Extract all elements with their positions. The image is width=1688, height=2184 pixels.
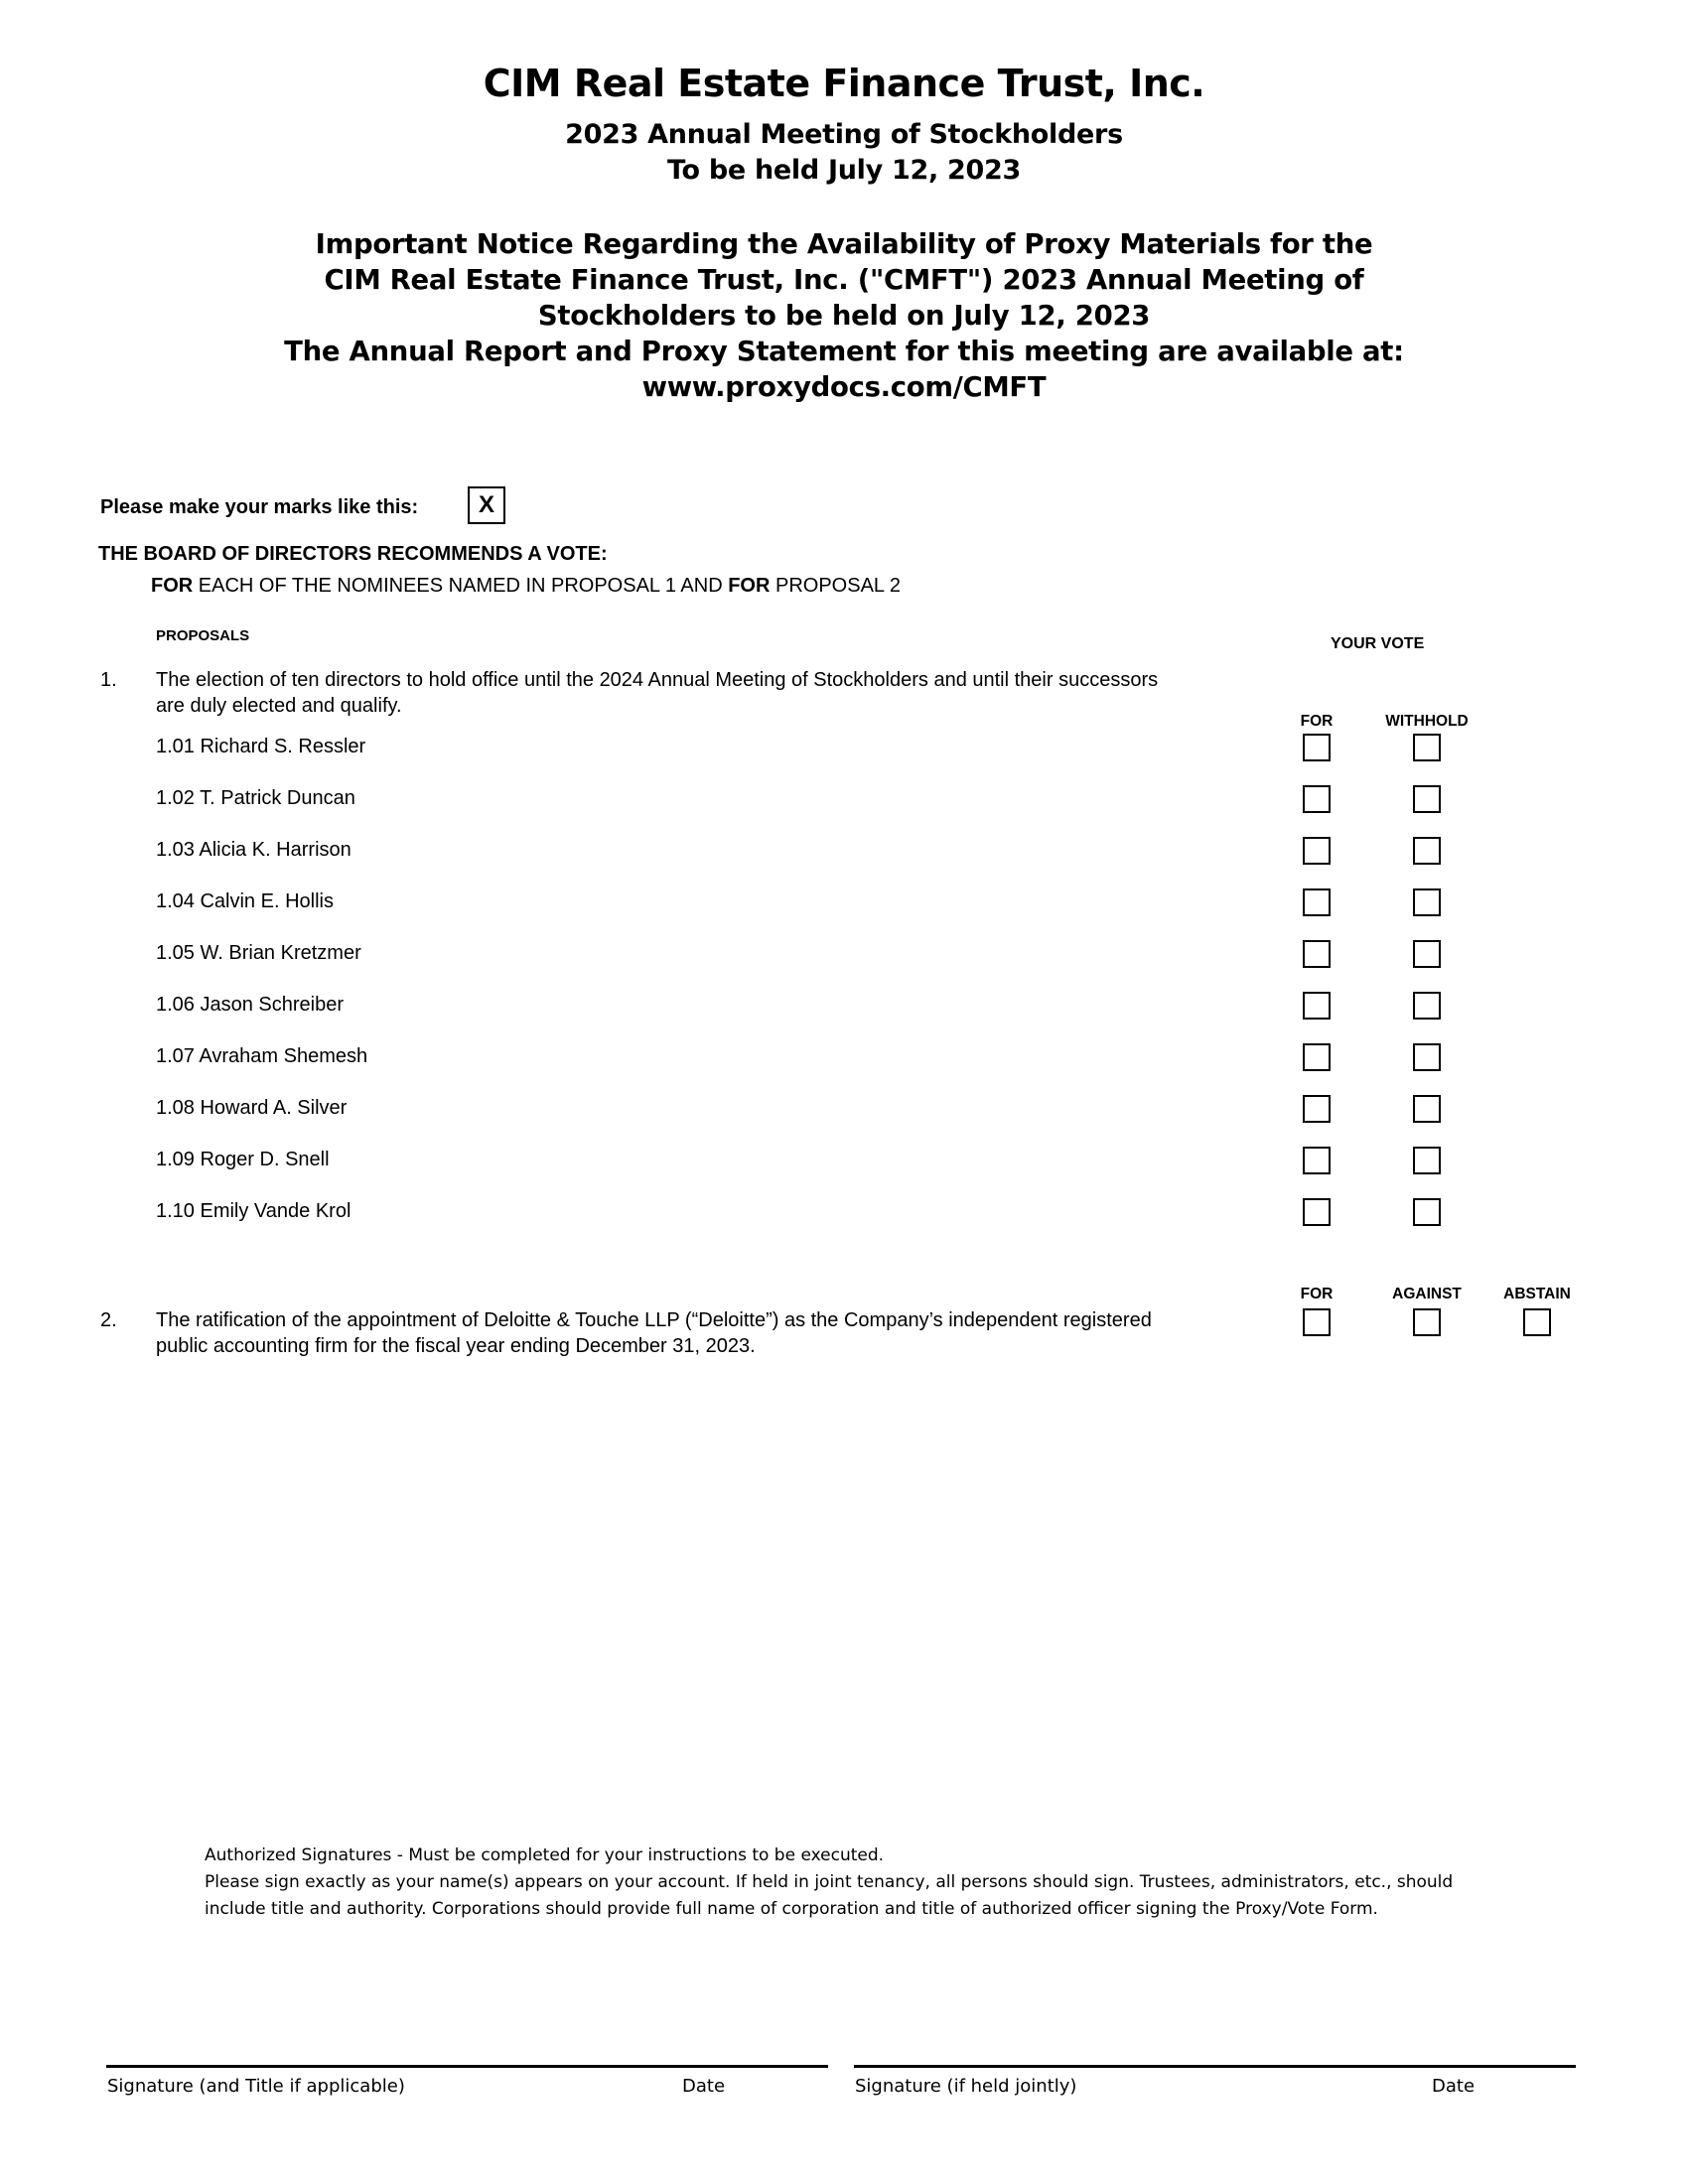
nominee-1-10-for-checkbox[interactable] xyxy=(1303,1198,1331,1226)
authorization-line-1: Authorized Signatures - Must be completed for your instructions to be executed. xyxy=(205,1845,885,1865)
nominee-1-06-withhold-checkbox[interactable] xyxy=(1413,992,1441,1020)
proposal-2-text: The ratification of the appointment of Deloitte & Touche LLP (“Deloitte”) as the Company’s independent registered public accounting firm for the fiscal year ending December 31, 2023. xyxy=(156,1309,1152,1357)
nominee-1-08-for-checkbox[interactable] xyxy=(1303,1095,1331,1123)
nominee-1-09: 1.09 Roger D. Snell xyxy=(156,1149,330,1170)
for-column-header: FOR xyxy=(1300,1286,1334,1302)
meeting-date: To be held July 12, 2023 xyxy=(666,155,1022,186)
withhold-column-header: WITHHOLD xyxy=(1385,713,1469,730)
nominee-1-08-withhold-checkbox[interactable] xyxy=(1413,1095,1441,1123)
proposal-1-number: 1. xyxy=(100,669,117,691)
nominee-1-01-withhold-checkbox[interactable] xyxy=(1413,734,1441,761)
notice-line: The Annual Report and Proxy Statement for this meeting are available at: xyxy=(284,336,1404,367)
nominee-1-02-withhold-checkbox[interactable] xyxy=(1413,785,1441,813)
signature-line-2[interactable] xyxy=(854,2065,1576,2068)
signature-2-label: Signature (if held jointly) xyxy=(855,2076,1077,2097)
for-column-header: FOR xyxy=(1300,713,1334,730)
notice-line: Stockholders to be held on July 12, 2023 xyxy=(537,300,1151,332)
proposal-2-against-checkbox[interactable] xyxy=(1413,1308,1441,1336)
authorization-notice xyxy=(205,1843,1495,1923)
nominee-1-10-withhold-checkbox[interactable] xyxy=(1413,1198,1441,1226)
nominee-1-02-for-checkbox[interactable] xyxy=(1303,785,1331,813)
mark-example-box: X xyxy=(468,486,505,524)
board-recommendation-title: THE BOARD OF DIRECTORS RECOMMENDS A VOTE: xyxy=(98,543,608,565)
notice-url: www.proxydocs.com/CMFT xyxy=(641,371,1047,403)
nominee-1-09-for-checkbox[interactable] xyxy=(1303,1147,1331,1174)
abstain-column-header: ABSTAIN xyxy=(1503,1286,1571,1302)
signature-line-1[interactable] xyxy=(106,2065,828,2068)
rec-for: FOR xyxy=(151,575,194,597)
rec-end: PROPOSAL 2 xyxy=(770,575,901,597)
proposal-2-abstain-checkbox[interactable] xyxy=(1523,1308,1551,1336)
nominee-1-05: 1.05 W. Brian Kretzmer xyxy=(156,942,361,964)
proxy-notice xyxy=(0,226,1688,405)
nominee-1-07-withhold-checkbox[interactable] xyxy=(1413,1043,1441,1071)
notice-line: CIM Real Estate Finance Trust, Inc. ("CMFT") 2023 Annual Meeting of xyxy=(324,264,1364,296)
proposal-1-text: The election of ten directors to hold office until the 2024 Annual Meeting of Stockholders and until their successors are duly elected and qualify. xyxy=(156,669,1159,717)
proposals-header: PROPOSALS xyxy=(156,627,250,644)
date-2-label: Date xyxy=(1432,2076,1476,2097)
nominee-1-05-withhold-checkbox[interactable] xyxy=(1413,940,1441,968)
nominee-1-07-for-checkbox[interactable] xyxy=(1303,1043,1331,1071)
nominee-1-05-for-checkbox[interactable] xyxy=(1303,940,1331,968)
nominee-1-04: 1.04 Calvin E. Hollis xyxy=(156,890,334,912)
nominee-1-02: 1.02 T. Patrick Duncan xyxy=(156,787,355,809)
against-column-header: AGAINST xyxy=(1392,1286,1462,1302)
nominee-1-03: 1.03 Alicia K. Harrison xyxy=(156,839,352,861)
nominee-1-03-withhold-checkbox[interactable] xyxy=(1413,837,1441,865)
nominee-1-01-for-checkbox[interactable] xyxy=(1303,734,1331,761)
nominee-1-01: 1.01 Richard S. Ressler xyxy=(156,736,366,757)
nominee-1-08: 1.08 Howard A. Silver xyxy=(156,1097,348,1119)
proposal-2-number: 2. xyxy=(100,1309,117,1331)
board-recommendation-text xyxy=(151,575,901,598)
nominee-1-03-for-checkbox[interactable] xyxy=(1303,837,1331,865)
nominee-1-04-withhold-checkbox[interactable] xyxy=(1413,888,1441,916)
your-vote-header: YOUR VOTE xyxy=(1331,635,1425,652)
nominee-1-07: 1.07 Avraham Shemesh xyxy=(156,1045,368,1067)
nominee-1-10: 1.10 Emily Vande Krol xyxy=(156,1200,352,1222)
nominee-1-06: 1.06 Jason Schreiber xyxy=(156,994,345,1016)
meeting-title: 2023 Annual Meeting of Stockholders xyxy=(565,119,1123,150)
signature-1-label: Signature (and Title if applicable) xyxy=(107,2076,405,2097)
nominee-1-06-for-checkbox[interactable] xyxy=(1303,992,1331,1020)
marks-instruction: Please make your marks like this: xyxy=(100,496,419,518)
rec-middle: EACH OF THE NOMINEES NAMED IN PROPOSAL 1 AND xyxy=(193,575,729,597)
nominee-1-09-withhold-checkbox[interactable] xyxy=(1413,1147,1441,1174)
date-1-label: Date xyxy=(682,2076,726,2097)
notice-line: Important Notice Regarding the Availability of Proxy Materials for the xyxy=(315,228,1373,260)
company-name: CIM Real Estate Finance Trust, Inc. xyxy=(483,62,1205,105)
authorization-line-2: Please sign exactly as your name(s) appears on your account. If held in joint tenancy, all persons should sign. Trustees, administrators, etc., should include title and authority. Corporations should provide full name of corporation and title of authorized officer signing the Proxy/Vote Form. xyxy=(205,1872,1454,1919)
nominee-1-04-for-checkbox[interactable] xyxy=(1303,888,1331,916)
proposal-2-for-checkbox[interactable] xyxy=(1303,1308,1331,1336)
rec-for: FOR xyxy=(728,575,771,597)
